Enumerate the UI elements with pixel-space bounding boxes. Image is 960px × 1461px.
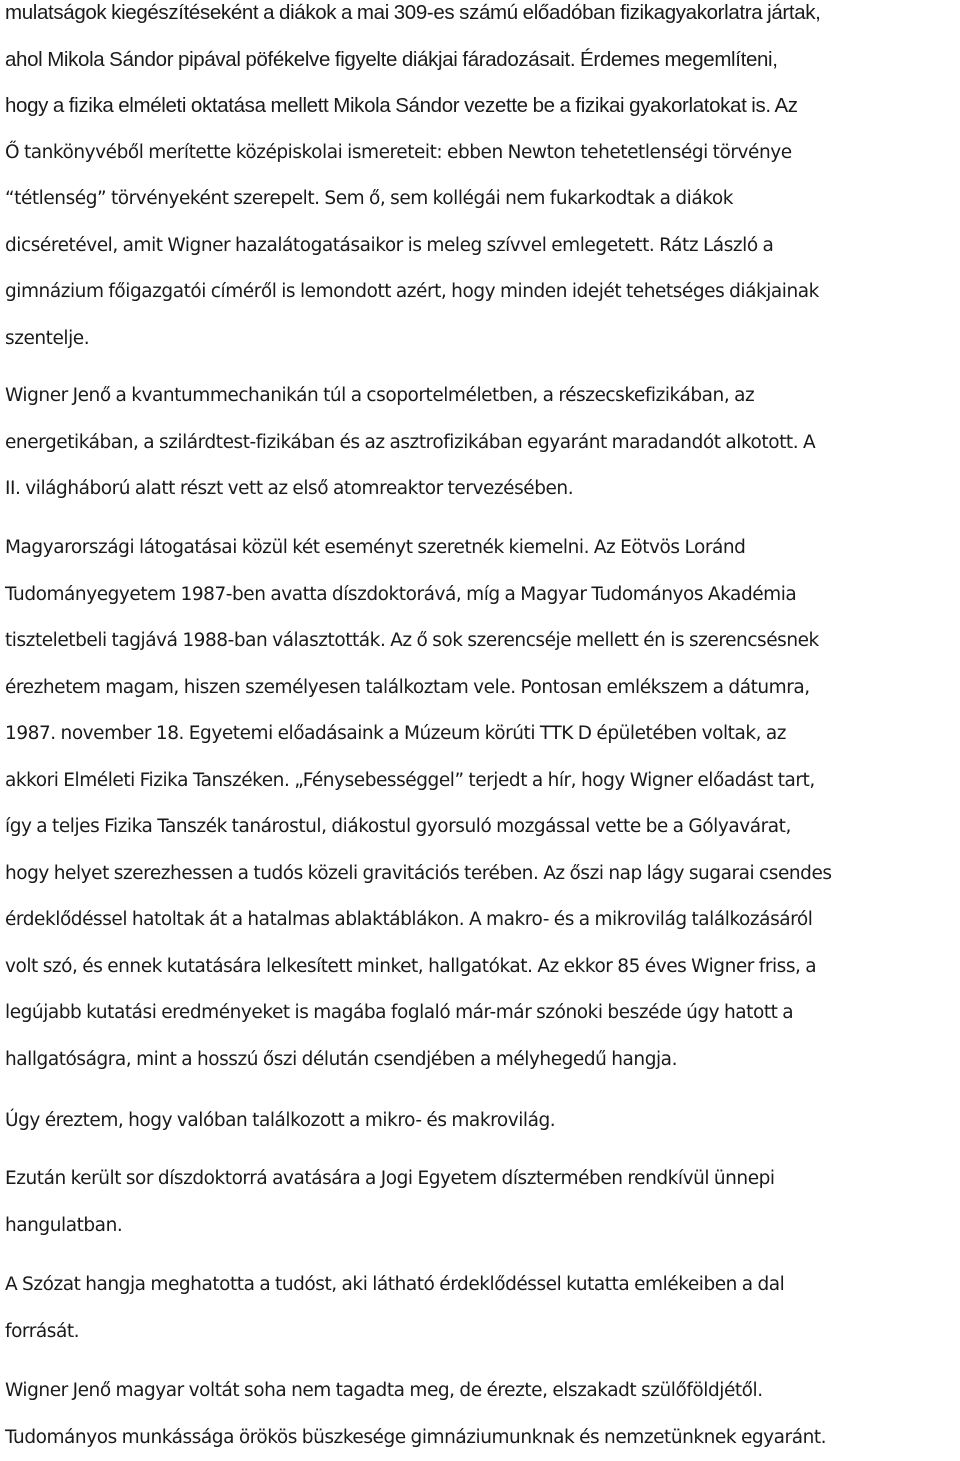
text-line: tiszteletbeli tagjává 1988-ban választották. Az ő sok szerencséje mellett én is szerencsésnek (5, 618, 832, 665)
text-line: “tétlenség” törvényeként szerepelt. Sem ő, sem kollégái nem fukarkodtak a diákok (5, 176, 821, 223)
text-line: A Szózat hangja meghatotta a tudóst, aki látható érdeklődéssel kutatta emlékeiben a dal (5, 1262, 784, 1309)
text-line: hogy helyet szerezhessen a tudós közeli gravitációs terében. Az őszi nap lágy sugarai csendes (5, 851, 832, 898)
text-line: Magyarországi látogatásai közül két eseményt szeretnék kiemelni. Az Eötvös Loránd (5, 525, 832, 572)
text-line: hogy a fizika elméleti oktatása mellett Mikola Sándor vezette be a fizikai gyakorlatokat is. Az (5, 83, 821, 130)
text-line: szentelje. (5, 316, 821, 363)
text-line: dicséretével, amit Wigner hazalátogatásaikor is meleg szívvel emlegetett. Rátz László a (5, 223, 821, 270)
text-line: 1987. november 18. Egyetemi előadásaink a Múzeum körúti TTK D épületében voltak, az (5, 711, 832, 758)
text-line: gimnázium főigazgatói címéről is lemondott azért, hogy minden idejét tehetséges diákjainak (5, 269, 821, 316)
paragraph-micro-macro (5, 1098, 555, 1145)
text-line: érdeklődéssel hatoltak át a hatalmas ablaktáblákon. A makro- és a mikrovilág találkozásáról (5, 897, 832, 944)
text-line: energetikában, a szilárdtest-fizikában és az asztrofizikában egyaránt maradandót alkotott. A (5, 420, 815, 467)
text-line: Tudományegyetem 1987-ben avatta díszdoktorává, míg a Magyar Tudományos Akadémia (5, 572, 832, 619)
text-line: II. világháború alatt részt vett az első atomreaktor tervezésében. (5, 466, 815, 513)
text-line: Úgy éreztem, hogy valóban találkozott a mikro- és makrovilág. (5, 1098, 555, 1145)
text-line: legújabb kutatási eredményeket is magába foglaló már-már szónoki beszéde úgy hatott a (5, 990, 832, 1037)
text-line: Wigner Jenő magyar voltát soha nem tagadta meg, de érezte, elszakadt szülőföldjétől. (5, 1368, 826, 1415)
text-line: akkori Elméleti Fizika Tanszéken. „Fénysebességgel” terjedt a hír, hogy Wigner előadást tart, (5, 758, 832, 805)
text-line: hangulatban. (5, 1203, 775, 1250)
text-line: forrását. (5, 1309, 784, 1356)
text-line: Ezután került sor díszdoktorrá avatására a Jogi Egyetem dísztermében rendkívül ünnepi (5, 1156, 775, 1203)
text-line: Wigner Jenő a kvantummechanikán túl a csoportelméletben, a részecskefizikában, az (5, 373, 815, 420)
paragraph-szozat (5, 1262, 784, 1355)
paragraph-hungarian-visits (5, 525, 832, 1083)
paragraph-wigner-achievements (5, 373, 815, 513)
text-line: így a teljes Fizika Tanszék tanárostul, diákostul gyorsuló mozgással vette be a Gólyavárat, (5, 804, 832, 851)
paragraph-legacy (5, 1368, 826, 1461)
text-line: ahol Mikola Sándor pipával pöfékelve figyelte diákjai fáradozásait. Érdemes megemlíteni, (5, 37, 821, 84)
text-line: mulatságok kiegészítéseként a diákok a mai 309-es számú előadóban fizikagyakorlatra jártak, (5, 0, 821, 37)
paragraph-honorary-doctorate (5, 1156, 775, 1249)
paragraph-mikola-ratz (5, 0, 821, 362)
text-line: volt szó, és ennek kutatására lelkesített minket, hallgatókat. Az ekkor 85 éves Wigner friss, a (5, 944, 832, 991)
text-line: érezhetem magam, hiszen személyesen találkoztam vele. Pontosan emlékszem a dátumra, (5, 665, 832, 712)
text-line: Tudományos munkássága örökös büszkesége gimnáziumunknak és nemzetünknek egyaránt. (5, 1415, 826, 1461)
text-line: Ő tankönyvéből merítette középiskolai ismereteit: ebben Newton tehetetlenségi törvénye (5, 130, 821, 177)
text-line: hallgatóságra, mint a hosszú őszi délután csendjében a mélyhegedű hangja. (5, 1037, 832, 1084)
